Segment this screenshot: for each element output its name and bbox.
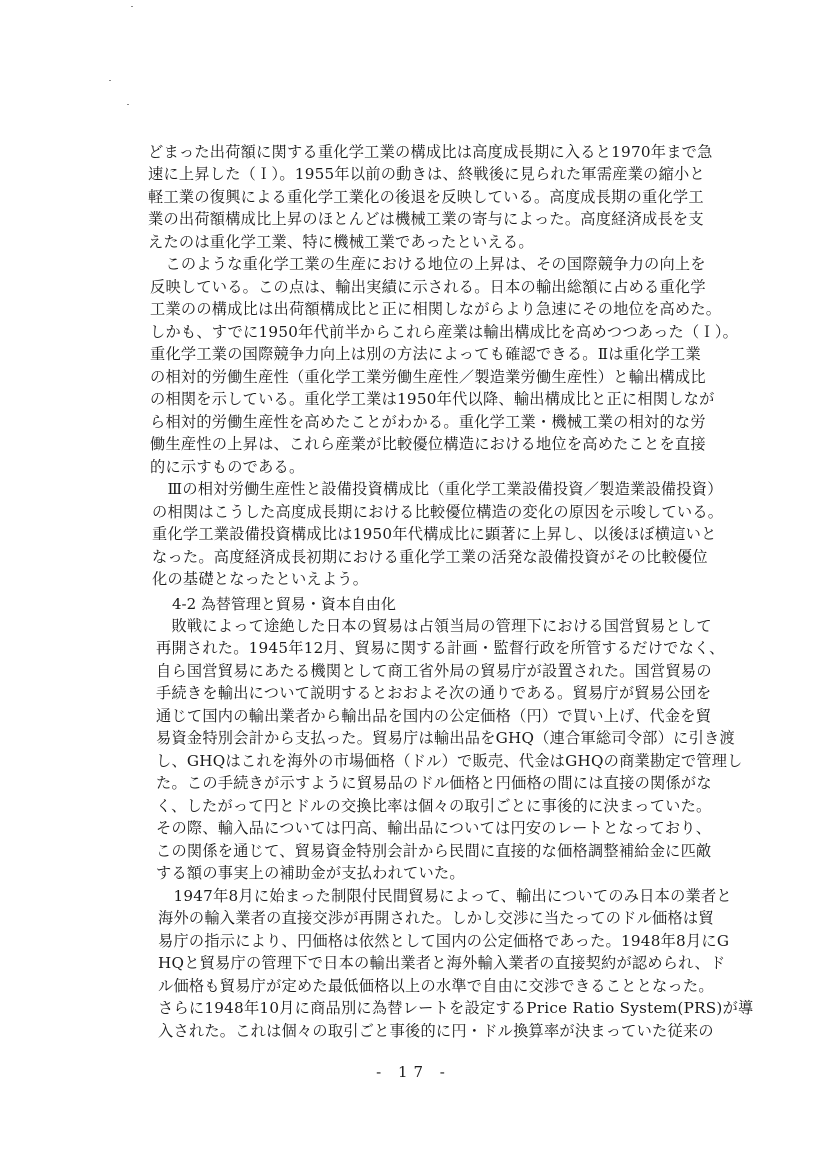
text-line: この関係を通じて、貿易資金特別会計から民間に直接的な価格調整補給金に匹敵 [156,842,712,860]
text-line: 軽工業の復興による重化学工業化の後退を反映している。高度成長期の重化学工 [148,188,704,206]
text-line: く、したがって円とドルの交換比率は個々の取引ごとに事後的に決まっていた。 [156,797,712,815]
text-line: ら相対的労働生産性を高めたことがわかる。重化学工業・機械工業の相対的な労 [150,413,706,431]
text-line: どまった出荷額に関する重化学工業の構成比は高度成長期に入ると1970年まで急 [148,143,713,161]
text-line: 1947年8月に始まった制限付民間貿易によって、輸出についてのみ日本の業者と [158,887,732,905]
text-line: た。この手続きが示すように貿易品のドル価格と円価格の間には直接の関係がな [156,774,712,792]
scan-speck [127,104,129,105]
text-line: する額の事実上の補助金が支払われていた。 [156,864,465,882]
scan-speck [109,80,111,81]
text-line: の相関を示している。重化学工業は1950年代以降、輸出構成比と正に相関しなが [150,390,715,408]
text-line: の相対的労働生産性（重化学工業労働生産性／製造業労働生産性）と輸出構成比 [150,368,706,386]
text-line: その際、輸入品については円高、輸出品については円安のレートとなっており、 [156,819,712,837]
text-line: しかも、すでに1950年代前半からこれら産業は輸出構成比を高めつつあった（Ｉ）。 [150,323,739,341]
text-line: 入された。これは個々の取引ごと事後的に円・ドル換算率が決まっていた従来の [158,1022,714,1040]
page-number: - 17 - [376,1063,451,1081]
section-heading: 4-2 為替管理と貿易・資本自由化 [172,595,396,613]
text-line: 的に示すものである。 [150,458,305,476]
text-line: 海外の輸入業者の直接交渉が再開された。しかし交渉に当たってのドル価格は貿 [158,909,714,927]
text-line: 反映している。この点は、輸出実績に示される。日本の輸出総額に占める重化学 [150,278,706,296]
text-line: えたのは重化学工業、特に機械工業であったといえる。 [148,233,534,251]
text-line: 重化学工業の国際競争力向上は別の方法によっても確認できる。Ⅱは重化学工業 [150,345,701,363]
text-line: 再開された。1945年12月、貿易に関する計画・監督行政を所管するだけでなく、 [156,639,725,657]
text-line: 工業のの構成比は出荷額構成比と正に相関しながらより急速にその地位を高めた。 [150,300,722,318]
text-line: 重化学工業設備投資構成比は1950年代構成比に顕著に上昇し、以後ほぼ横這いと [152,525,717,543]
text-line: し、GHQはこれを海外の市場価格（ドル）で販売、代金はGHQの商業勘定で管理し [156,752,743,770]
text-line: 速に上昇した（Ｉ）。1955年以前の動きは、終戦後に見られた軍需産業の縮小と [148,165,705,183]
text-line: 業の出荷額構成比上昇のほとんどは機械工業の寄与によった。高度経済成長を支 [148,210,704,228]
text-line: 働生産性の上昇は、これら産業が比較優位構造における地位を高めたことを直接 [150,435,706,453]
scan-speck [131,6,133,7]
text-line: の相関はこうした高度成長期における比較優位構造の変化の原因を示唆している。 [152,503,724,521]
text-line: 手続きを輸出について説明するとおおよそ次の通りである。貿易庁が貿易公団を [156,684,712,702]
text-line: 敗戦によって途絶した日本の貿易は占領当局の管理下における国営貿易として [156,617,712,635]
text-line: 化の基礎となったといえよう。 [152,570,369,588]
text-line: なった。高度経済成長初期における重化学工業の活発な設備投資がその比較優位 [152,548,708,566]
text-line: HQと貿易庁の管理下で日本の輸出業者と海外輸入業者の直接契約が認められ、ド [158,954,726,972]
text-line: 自ら国営貿易にあたる機関として商工省外局の貿易庁が設置された。国営貿易の [156,662,712,680]
text-line: 易庁の指示により、円価格は依然として国内の公定価格であった。1948年8月にG [158,932,730,950]
text-line: Ⅲの相対労働生産性と設備投資構成比（重化学工業設備投資／製造業設備投資） [152,480,723,498]
text-line: 通じて国内の輸出業者から輸出品を国内の公定価格（円）で買い上げ、代金を貿 [156,707,712,725]
text-line: さらに1948年10月に商品別に為替レートを設定するPrice Ratio System(PRS)が導 [158,999,754,1017]
text-line: このような重化学工業の生産における地位の上昇は、その国際競争力の向上を [150,255,706,273]
text-line: ル価格も貿易庁が定めた最低価格以上の水準で自由に交渉できることとなった。 [158,977,714,995]
text-line: 易資金特別会計から支払った。貿易庁は輸出品をGHQ（連合軍総司令部）に引き渡 [156,729,735,747]
